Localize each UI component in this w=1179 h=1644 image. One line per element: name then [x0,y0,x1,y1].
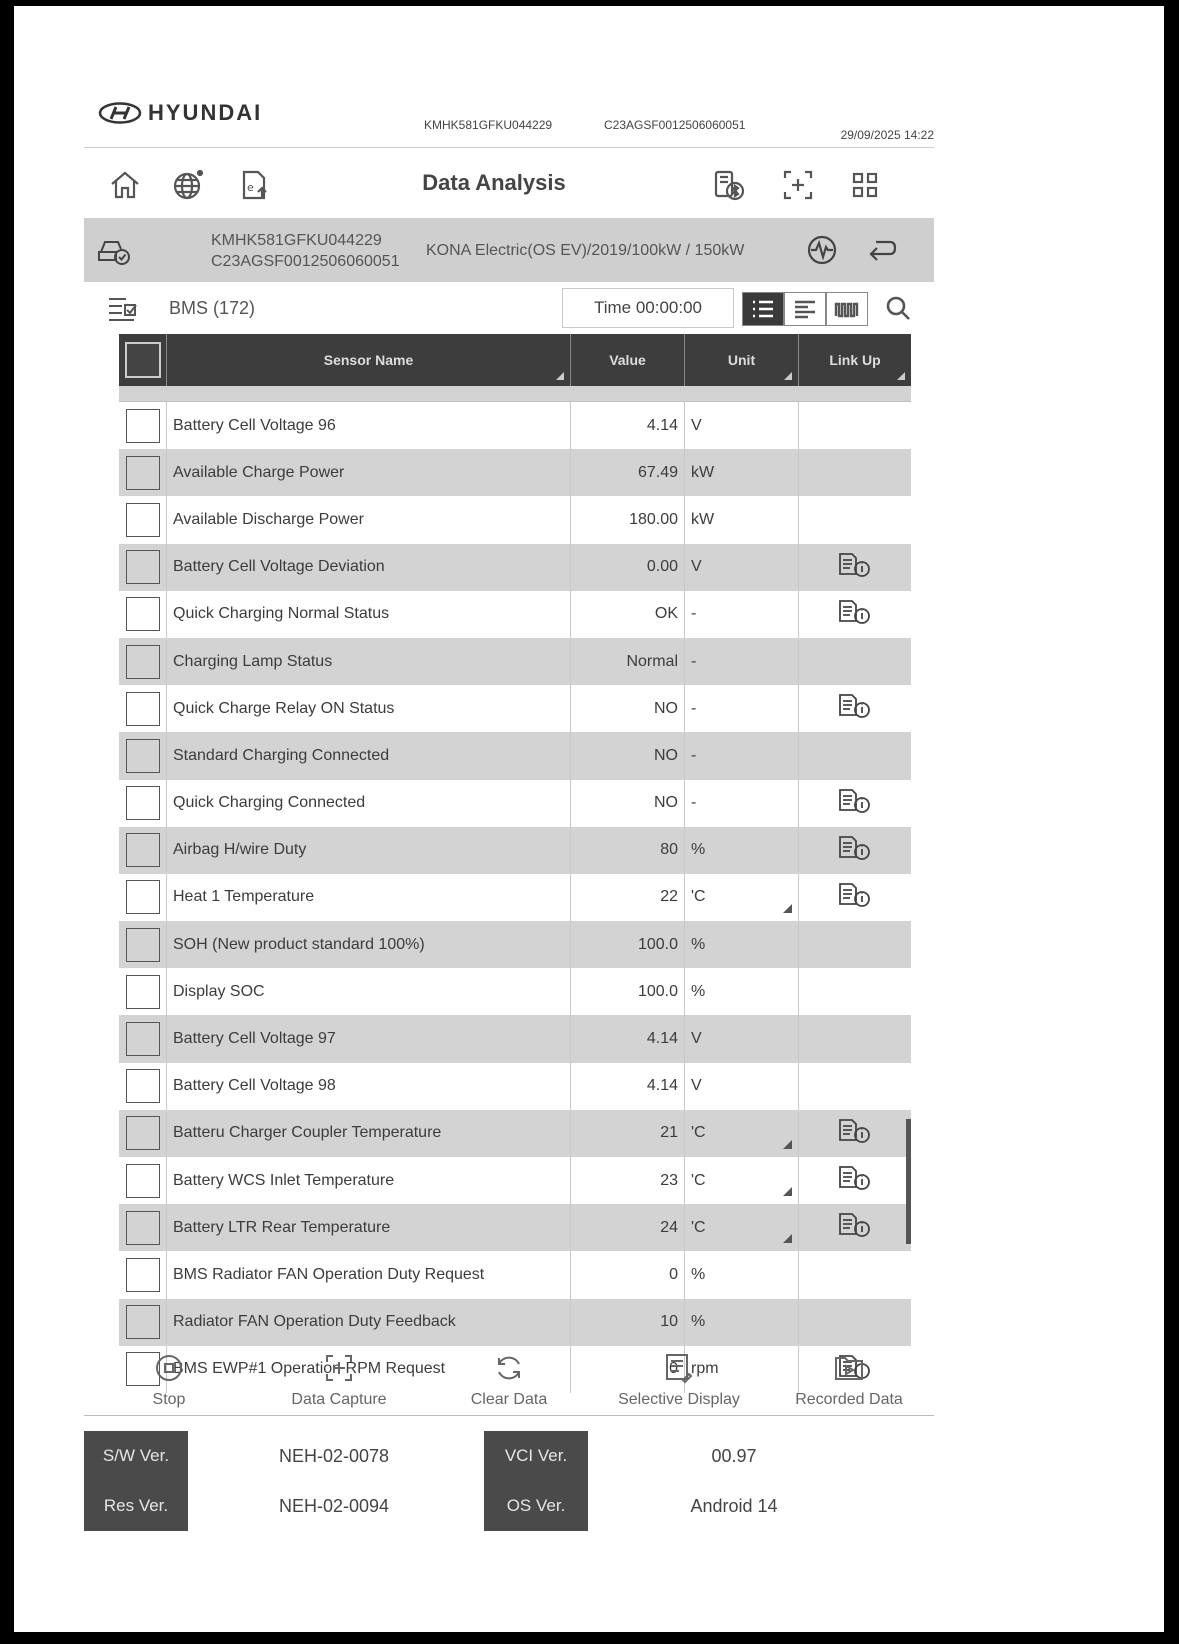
sensor-unit: kW [691,510,715,528]
header-datetime: 29/09/2025 14:22 [840,128,934,142]
column-sensor-name-label: Sensor Name [323,352,414,368]
row-checkbox-cell [119,591,167,638]
table-row[interactable] [119,968,911,1015]
action-label: Stop [152,1391,186,1408]
row-checkbox-cell [119,402,167,449]
sensor-unit-cell [685,732,799,779]
row-checkbox[interactable] [126,1258,160,1292]
row-checkbox[interactable] [126,1116,160,1150]
action-label: Clear Data [470,1391,548,1408]
link-up-cell [799,1110,911,1157]
link-up-cell [799,921,911,968]
action-label: Selective Display [618,1391,740,1408]
action-label: Recorded Data [795,1391,903,1408]
unit-corner-icon[interactable] [783,1187,792,1196]
sensor-value: NO [571,732,685,779]
text-view-button[interactable] [784,292,826,326]
table-row[interactable] [119,1063,911,1110]
link-up-cell [799,1157,911,1204]
sensor-group-label[interactable]: BMS (172) [169,298,256,318]
row-checkbox[interactable] [126,739,160,773]
link-up-cell [799,1251,911,1298]
row-checkbox-cell [119,827,167,874]
link-up-cell [799,638,911,685]
sensor-value: 180.00 [571,496,685,543]
table-body [119,386,911,1393]
sensor-unit-cell [685,1204,799,1251]
row-checkbox[interactable] [126,880,160,914]
sensor-unit-cell [685,780,799,827]
sensor-value: NO [571,780,685,827]
sensor-table [119,334,911,1378]
header-vin: KMHK581GFKU044229 [424,118,553,132]
sensor-unit: % [691,982,706,1000]
link-up-cell [799,1063,911,1110]
sensor-unit: kW [691,463,715,481]
sensor-value: 0 [571,1251,685,1298]
sensor-name: Quick Charging Normal Status [167,591,571,638]
column-unit[interactable] [685,334,799,386]
folder-play-icon [833,1352,865,1391]
row-checkbox-cell [119,968,167,1015]
sensor-value: 4.14 [571,1063,685,1110]
svg-text:e: e [247,181,254,194]
sensor-name: Heat 1 Temperature [167,874,571,921]
sw-version-label: S/W Ver. [84,1431,188,1481]
sensor-unit-cell [685,968,799,1015]
sensor-value: 21 [571,1110,685,1157]
row-checkbox[interactable] [126,833,160,867]
sensor-name: BMS EWP#1 Operation RPM Request [167,1346,571,1393]
row-checkbox-cell [119,1299,167,1346]
sensor-value: 4.14 [571,1015,685,1062]
row-checkbox-cell [119,1251,167,1298]
sensor-name: Battery Cell Voltage Deviation [167,544,571,591]
table-row[interactable] [119,402,911,449]
column-link-up-label: Link Up [829,352,881,368]
sensor-unit: % [691,841,706,859]
filter-row [84,282,934,334]
link-up-cell [799,1204,911,1251]
sensor-value: 80 [571,827,685,874]
row-checkbox[interactable] [126,928,160,962]
row-checkbox[interactable] [126,597,160,631]
row-checkbox[interactable] [126,786,160,820]
sensor-unit: - [691,794,697,812]
recorded-data-button[interactable] [764,1344,934,1415]
sensor-unit-cell [685,1110,799,1157]
sensor-value: Normal [571,638,685,685]
link-up-cell [799,780,911,827]
row-checkbox[interactable] [126,1305,160,1339]
link-up-cell [799,827,911,874]
sensor-unit-cell [685,921,799,968]
unit-corner-icon[interactable] [783,904,792,913]
sensor-name: Battery WCS Inlet Temperature [167,1157,571,1204]
home-icon[interactable] [106,166,144,204]
link-up-cell [799,496,911,543]
vehicle-ids [211,230,400,272]
sensor-unit: rpm [691,1360,719,1378]
clear-data-button[interactable] [424,1344,594,1415]
link-up-info-icon[interactable] [838,788,872,819]
row-checkbox-cell [119,496,167,543]
export-icon[interactable] [236,166,274,204]
row-checkbox-cell [119,732,167,779]
select-all-checkbox[interactable] [125,342,161,378]
sensor-name: Airbag H/wire Duty [167,827,571,874]
capture-icon [323,1352,355,1391]
sensor-value: 0 [571,1346,685,1393]
sensor-value: 22 [571,874,685,921]
res-version-value: NEH-02-0094 [278,1495,390,1516]
link-up-cell [799,544,911,591]
stop-button[interactable] [84,1344,254,1415]
action-label: Data Capture [291,1391,387,1408]
row-checkbox[interactable] [126,550,160,584]
link-up-info-icon[interactable] [838,1212,872,1243]
table-row[interactable] [119,1204,911,1251]
select-all-cell [119,334,167,386]
vci-version-value: 00.97 [711,1445,757,1466]
sensor-unit-cell [685,449,799,496]
sensor-unit-cell [685,638,799,685]
row-checkbox-cell [119,780,167,827]
row-checkbox-cell [119,1015,167,1062]
sensor-unit-cell [685,1015,799,1062]
table-row[interactable] [119,732,911,779]
sensor-unit-cell [685,827,799,874]
row-checkbox-cell [119,1204,167,1251]
sensor-name: Radiator FAN Operation Duty Feedback [167,1299,571,1346]
link-up-info-icon[interactable] [838,882,872,913]
sensor-name: Charging Lamp Status [167,638,571,685]
row-checkbox-cell [119,685,167,732]
row-checkbox-cell [119,1110,167,1157]
sensor-value: 100.0 [571,968,685,1015]
row-checkbox-cell [119,1157,167,1204]
row-checkbox[interactable] [126,645,160,679]
header-cal-id: C23AGSF0012506060051 [604,118,746,132]
sensor-name: Batteru Charger Coupler Temperature [167,1110,571,1157]
sensor-value: 10 [571,1299,685,1346]
sensor-name: Available Discharge Power [167,496,571,543]
sensor-unit-cell [685,496,799,543]
sensor-name: Quick Charge Relay ON Status [167,685,571,732]
action-bar [84,1344,934,1416]
sensor-name: Battery LTR Rear Temperature [167,1204,571,1251]
search-icon[interactable] [884,294,914,324]
sensor-unit: V [691,1030,702,1048]
row-checkbox[interactable] [126,1211,160,1245]
sensor-unit: % [691,1313,706,1331]
scanned-page [14,6,1164,1632]
time-display: Time 00:00:00 [562,288,734,328]
sensor-value: 4.14 [571,402,685,449]
brand-header [84,86,934,148]
globe-icon[interactable] [169,166,207,204]
sensor-unit: % [691,935,706,953]
capture-icon[interactable] [779,166,817,204]
link-up-cell [799,685,911,732]
link-up-cell [799,874,911,921]
sort-corner-icon [556,372,564,380]
row-checkbox-cell [119,874,167,921]
vehicle-cal-id: C23AGSF0012506060051 [211,253,400,270]
sensor-unit: V [691,558,702,576]
sort-corner-icon [897,372,905,380]
table-row[interactable] [119,1299,911,1346]
sensor-name: Available Charge Power [167,449,571,496]
row-checkbox[interactable] [126,503,160,537]
link-up-cell [799,402,911,449]
os-version-label: OS Ver. [484,1481,588,1531]
sensor-value: 23 [571,1157,685,1204]
data-capture-button[interactable] [254,1344,424,1415]
table-row[interactable] [119,1251,911,1298]
sensor-unit-cell [685,591,799,638]
row-checkbox[interactable] [126,456,160,490]
sensor-name: Quick Charging Connected [167,780,571,827]
sensor-unit-cell [685,1299,799,1346]
sensor-unit: - [691,746,697,764]
vehicle-vin: KMHK581GFKU044229 [211,232,382,249]
data-analysis-screen [84,86,934,1516]
sensor-name: Battery Cell Voltage 96 [167,402,571,449]
hyundai-logo [98,100,262,126]
table-row[interactable] [119,1110,911,1157]
row-checkbox[interactable] [126,1022,160,1056]
sensor-unit: V [691,1077,702,1095]
sensor-unit-cell [685,1251,799,1298]
sensor-name: SOH (New product standard 100%) [167,921,571,968]
link-up-info-icon[interactable] [838,599,872,630]
sensor-unit: % [691,1265,706,1283]
sensor-value: 67.49 [571,449,685,496]
selective-display-icon [663,1352,695,1391]
sensor-unit-cell [685,874,799,921]
sensor-value: 100.0 [571,921,685,968]
link-up-cell [799,591,911,638]
table-row[interactable] [119,685,911,732]
table-row[interactable] [119,1015,911,1062]
row-checkbox[interactable] [126,1164,160,1198]
version-footer [84,1431,934,1531]
link-up-info-icon[interactable] [838,835,872,866]
table-row[interactable] [119,591,911,638]
sensor-value: 24 [571,1204,685,1251]
link-up-cell [799,732,911,779]
column-link-up[interactable] [799,334,911,386]
sensor-name: Battery Cell Voltage 98 [167,1063,571,1110]
column-value-label: Value [609,352,646,368]
sensor-name: Standard Charging Connected [167,732,571,779]
sensor-unit: 'C [691,1171,706,1189]
sensor-unit: - [691,605,697,623]
sensor-value: NO [571,685,685,732]
vehicle-status-icon [96,232,132,268]
row-checkbox[interactable] [126,975,160,1009]
table-row[interactable] [119,544,911,591]
hyundai-emblem-icon [98,102,142,124]
row-checkbox[interactable] [126,409,160,443]
waveform-icon[interactable] [804,232,840,268]
unit-corner-icon[interactable] [783,1234,792,1243]
unit-corner-icon[interactable] [783,1140,792,1149]
sort-corner-icon [784,372,792,380]
sensor-name: BMS Radiator FAN Operation Duty Request [167,1251,571,1298]
sensor-unit-cell [685,544,799,591]
sensor-name: Display SOC [167,968,571,1015]
row-checkbox[interactable] [126,692,160,726]
sensor-unit: 'C [691,1218,706,1236]
table-scrollbar[interactable] [906,1119,911,1244]
vci-version-label: VCI Ver. [484,1431,588,1481]
column-sensor-name[interactable] [167,334,571,386]
view-mode-toggle [742,292,868,326]
refresh-icon [493,1352,525,1391]
row-checkbox-cell [119,921,167,968]
sensor-value: OK [571,591,685,638]
vehicle-info-bar [84,218,934,282]
list-view-button[interactable] [742,292,784,326]
column-unit-label: Unit [727,352,756,368]
table-row[interactable] [119,874,911,921]
table-row[interactable] [119,449,911,496]
page-title: Data Analysis [422,170,566,195]
row-checkbox-cell [119,544,167,591]
link-up-info-icon[interactable] [838,693,872,724]
link-up-cell [799,449,911,496]
sensor-unit: 'C [691,1124,706,1142]
table-row[interactable] [119,921,911,968]
sensor-name: Battery Cell Voltage 97 [167,1015,571,1062]
link-up-info-icon[interactable] [838,552,872,583]
sensor-unit: V [691,416,702,434]
sensor-unit-cell [685,402,799,449]
sensor-unit: - [691,699,697,717]
os-version-value: Android 14 [690,1495,778,1516]
sensor-value: 0.00 [571,544,685,591]
row-checkbox-cell [119,1063,167,1110]
table-row[interactable] [119,1157,911,1204]
table-row[interactable] [119,638,911,685]
table-row[interactable] [119,827,911,874]
brand-name: HYUNDAI [148,100,263,125]
vci-bluetooth-icon[interactable] [709,166,747,204]
selective-display-button[interactable] [594,1344,764,1415]
return-icon[interactable] [864,232,900,268]
table-row[interactable] [119,780,911,827]
table-header [119,334,911,386]
sensor-unit-cell [685,1157,799,1204]
row-checkbox-cell [119,449,167,496]
select-list-icon[interactable] [106,294,140,322]
graph-view-button[interactable] [826,292,868,326]
partial-row [119,386,911,402]
link-up-info-icon[interactable] [838,1165,872,1196]
grid-icon[interactable] [846,166,884,204]
main-toolbar [84,148,934,218]
vehicle-model: KONA Electric(OS EV)/2019/100kW / 150kW [426,242,745,259]
sw-version-value: NEH-02-0078 [278,1445,390,1466]
link-up-cell [799,968,911,1015]
sensor-unit-cell [685,1063,799,1110]
row-checkbox-cell [119,638,167,685]
row-checkbox[interactable] [126,1069,160,1103]
column-value[interactable] [571,334,685,386]
link-up-cell [799,1299,911,1346]
link-up-cell [799,1015,911,1062]
link-up-info-icon[interactable] [838,1118,872,1149]
stop-icon [153,1352,185,1391]
sensor-unit: 'C [691,888,706,906]
sensor-unit-cell [685,685,799,732]
sensor-unit: - [691,652,697,670]
res-version-label: Res Ver. [84,1481,188,1531]
table-row[interactable] [119,496,911,543]
